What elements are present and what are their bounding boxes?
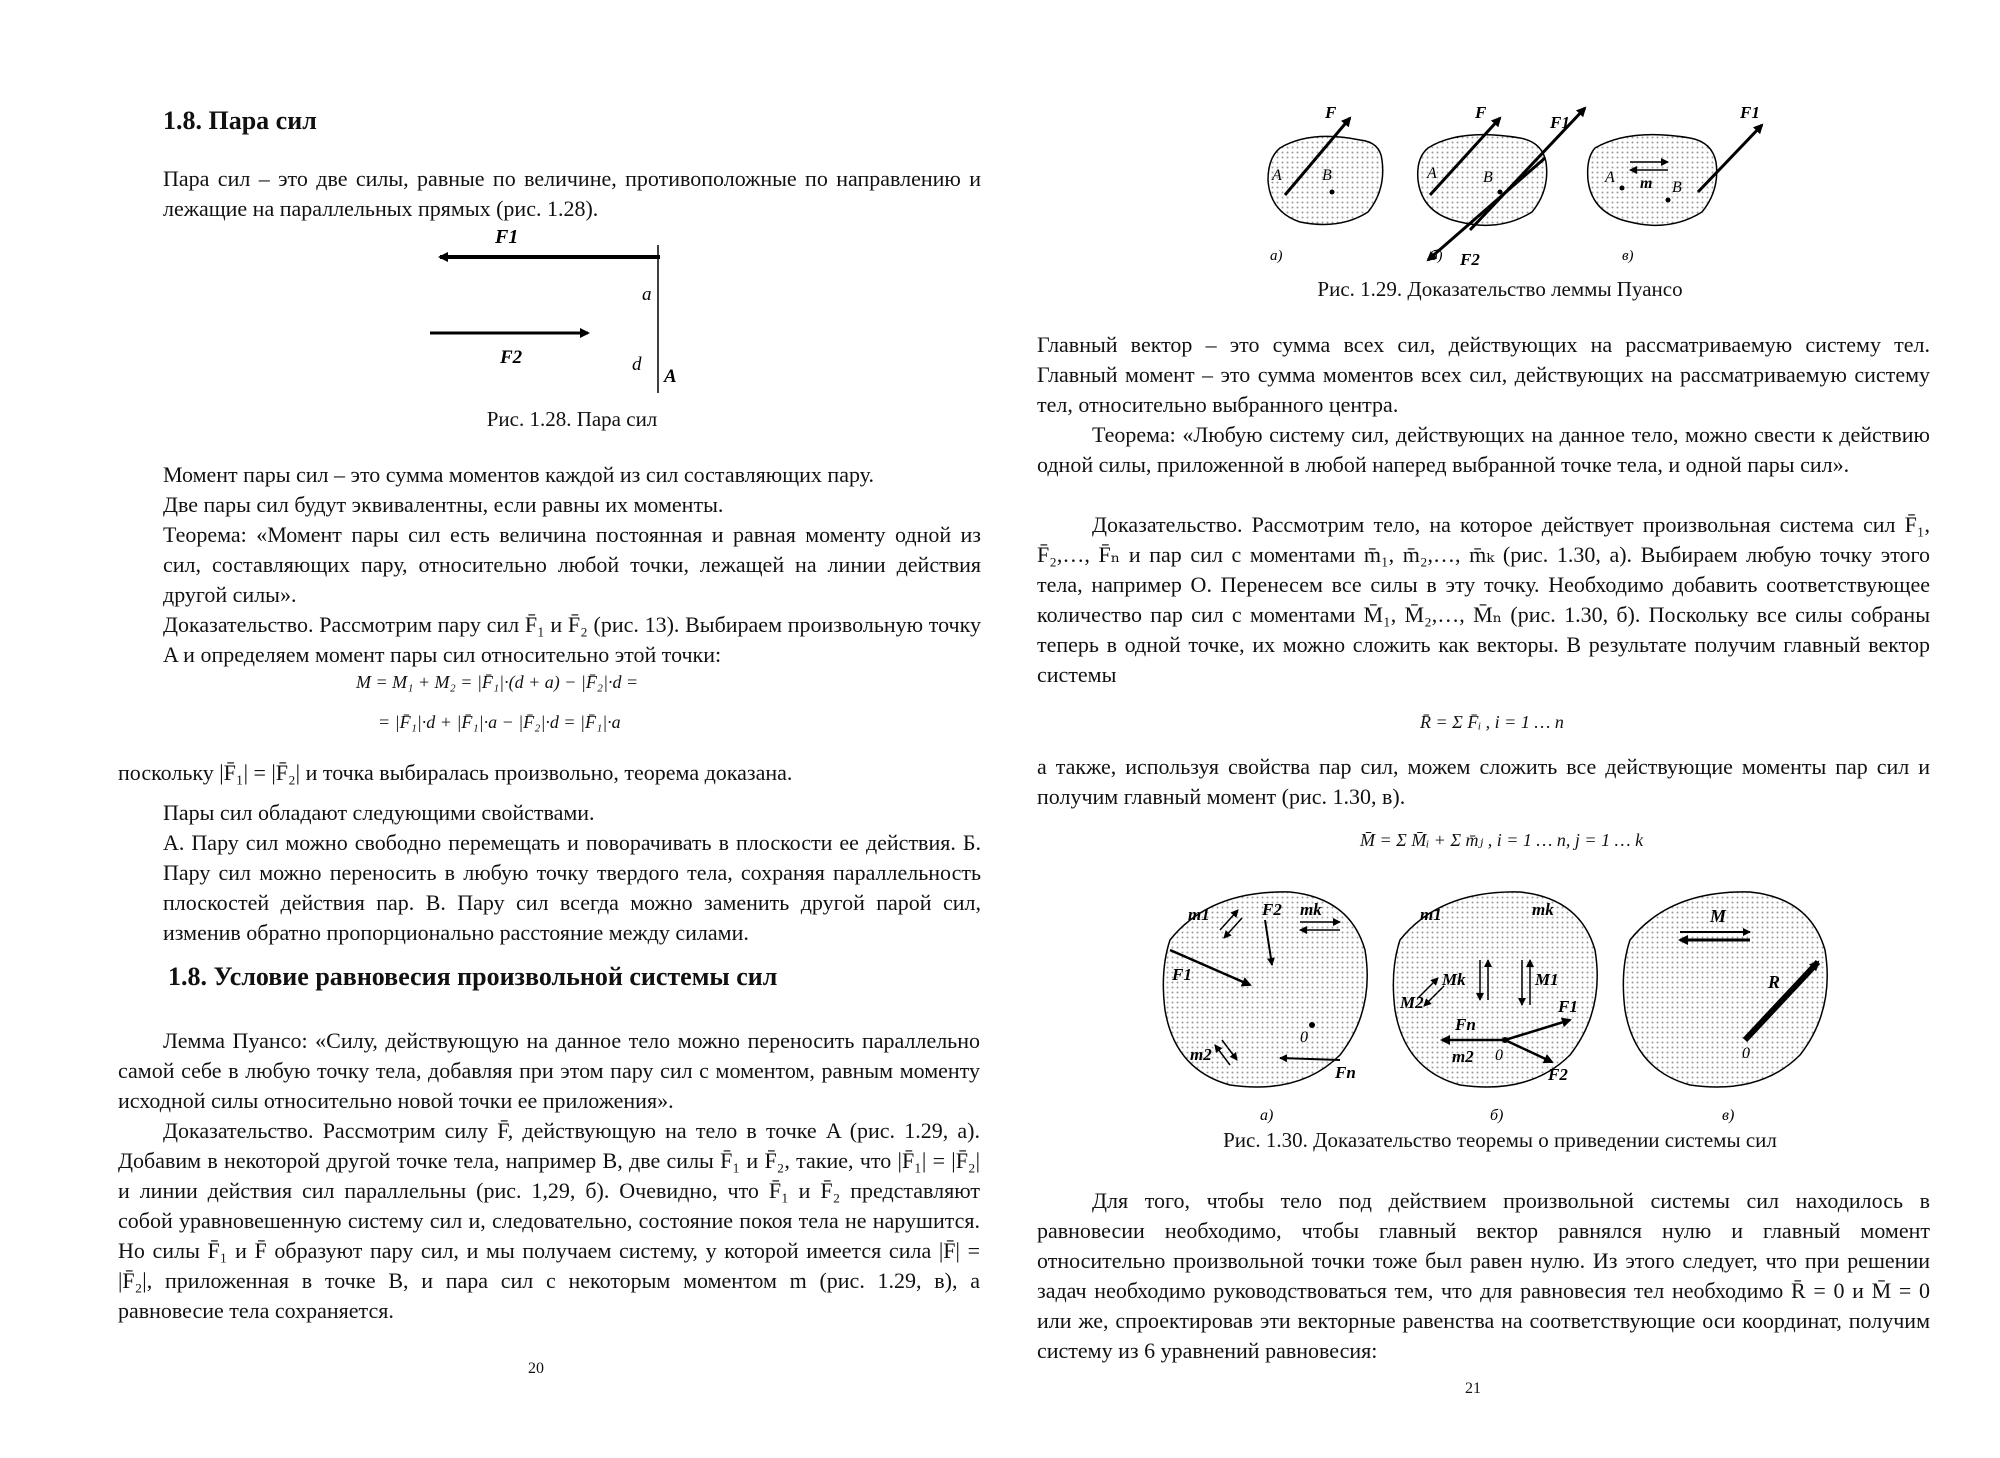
label-mk-a: mk (1300, 900, 1322, 919)
figure-1-28-caption: Рис. 1.28. Пара сил (486, 407, 658, 431)
paragraph-moment-definition: Момент пары сил – это сумма моментов каждой из сил составляющих пару. (163, 462, 874, 487)
label-f1-c: F1 (1740, 103, 1760, 122)
label-f-b: F (1475, 103, 1487, 122)
label-mk-b: mk (1532, 900, 1554, 919)
paragraph-definition: Пара сил – это две силы, равные по величине, противоположные по направлению и лежащие на параллельных прямых (рис. 1.28). (163, 166, 981, 221)
label-M1-b: M1 (1535, 970, 1559, 989)
label-a: a (642, 284, 652, 305)
label-f2: F2 (500, 347, 523, 368)
figure-1-30-caption: Рис. 1.30. Доказательство теоремы о приведении системы сил (1223, 1128, 1777, 1152)
label-f2-b: F2 (1460, 250, 1480, 269)
label-subfig-fig130-b: б) (1490, 1107, 1504, 1124)
label-M-c: M (1710, 906, 1727, 926)
label-fn-a: Fn (1335, 1063, 1356, 1082)
label-o-c: 0 (1742, 1045, 1750, 1062)
label-M2-b: M2 (1400, 993, 1424, 1012)
label-f1-b: F1 (1550, 113, 1570, 132)
label-subfig-fig130-a: а) (1260, 1107, 1274, 1124)
paragraph-lemma-proof: Доказательство. Рассмотрим силу F̄, действующую на тело в точке A (рис. 1.29, а). Добавим в некоторой другой точке тела, например B, две силы F̄₁ и F̄₂, такие, что |F̄₁| = |F̄₂| и линии действия сил параллельны (рис. 1,29, б). Очевидно, что F̄₁ и F̄₂ представляют собой уравновешенную систему сил и, следовательно, состояние покоя тела не нарушится. Но силы F̄₁ и F̄ образуют пару сил, и мы получаем систему, у которой имеется сила |F̄| = |F̄₂|, приложенная в точке B, и пара сил с некоторым моментом m (рис. 1.29, в), а равновесие тела сохраняется. (118, 1118, 981, 1323)
figure-1-29-caption: Рис. 1.29. Доказательство леммы Пуансо (1317, 277, 1683, 301)
label-m1-a: m1 (1188, 905, 1210, 924)
label-f2-b: F2 (1548, 1065, 1568, 1084)
formula-main-moment: M̄ = Σ M̄ᵢ + Σ m̄ⱼ , i = 1 … n, j = 1 … k (1360, 830, 1644, 850)
figure-1-29 (1250, 100, 1790, 270)
label-d: d (632, 354, 642, 375)
formula-moment-line2: = |F̄₁|·d + |F̄₁|·a − |F̄₂|·d = |F̄₁|·a (378, 712, 621, 732)
formula-moment-line1: M = M₁ + M₂ = |F̄₁|·(d + a) − |F̄₂|·d = (356, 672, 639, 692)
label-f2-a: F2 (1262, 900, 1282, 919)
page-number-right: 21 (1465, 1380, 1481, 1397)
label-point-b-a: B (1322, 167, 1332, 184)
label-m2-b: m2 (1452, 1047, 1474, 1066)
label-m1-b: m1 (1420, 905, 1442, 924)
page-number-left: 20 (528, 1360, 544, 1377)
paragraph-theorem-reduction: Теорема: «Любую систему сил, действующих на данное тело, можно свести к действию одной силы, приложенной в любой наперед выбранной точке тела, и одной пары сил». (1037, 422, 1930, 477)
label-subfig-b: б) (1430, 248, 1443, 264)
figure-1-28 (420, 225, 700, 400)
paragraph-properties: А. Пару сил можно свободно перемещать и поворачивать в плоскости ее действия. Б. Пару сил можно переносить в любую точку твердого тела, сохраняя параллельность плоскостей действия пар. В. Пару сил всегда можно заменить другой парой сил, изменив обратно пропорционально расстояние между силами. (163, 830, 981, 945)
paragraph-equivalence: Две пары сил будут эквивалентны, если равны их моменты. (163, 492, 724, 517)
paragraph-main-moment: а также, используя свойства пар сил, можем сложить все действующие моменты пар сил и получим главный момент (рис. 1.30, в). (1037, 754, 1930, 809)
label-f-a: F (1325, 103, 1337, 122)
label-m-c: m (1640, 175, 1653, 192)
label-o-b: 0 (1495, 1047, 1503, 1064)
label-point-b-b: B (1483, 169, 1493, 186)
label-f1-b: F1 (1558, 997, 1578, 1016)
label-point-a-a: A (1272, 167, 1282, 184)
right-page (1000, 0, 2000, 1458)
formula-main-vector: R̄ = Σ F̄ᵢ , i = 1 … n (1420, 712, 1564, 732)
label-o-a: 0 (1300, 1029, 1308, 1046)
paragraph-theorem: Теорема: «Момент пары сил есть величина постоянная и равная моменту одной из сил, составляющих пару, относительно любой точки, лежащей на линии действия другой силы». (163, 522, 981, 607)
label-subfig-c: в) (1622, 248, 1634, 264)
label-point-a-c: A (1605, 169, 1615, 186)
label-point-b-c: B (1672, 179, 1682, 196)
paragraph-conclusion: поскольку |F̄₁| = |F̄₂| и точка выбиралась произвольно, теорема доказана. (118, 760, 793, 785)
label-subfig-fig130-c: в) (1722, 1107, 1735, 1124)
figure-1-30 (1150, 880, 1850, 1130)
label-subfig-a: а) (1270, 248, 1283, 264)
paragraph-reduction-proof: Доказательство. Рассмотрим тело, на которое действует произвольная система сил F̄₁, F̄₂,…, F̄ₙ и пар сил с моментами m̄₁, m̄₂,…, m̄ₖ (рис. 1.30, а). Выбираем любую точку этого тела, например O. Перенесем все силы в эту точку. Необходимо добавить соответствующее количество пар сил с моментами M̄₁, M̄₂,…, M̄ₙ (рис. 1.30, б). Поскольку все силы собраны теперь в одной точке, их можно сложить как векторы. В результате получим главный вектор системы (1037, 512, 1930, 687)
paragraph-proof: Доказательство. Рассмотрим пару сил F̄₁ и F̄₂ (рис. 13). Выбираем произвольную точку A и определяем момент пары сил относительно этой точки: (163, 612, 981, 667)
label-f1: F1 (495, 226, 519, 248)
paragraph-properties-intro: Пары сил обладают следующими свойствами. (163, 800, 595, 825)
label-Mk-b: Mk (1442, 970, 1466, 989)
label-fn-b: Fn (1455, 1015, 1476, 1034)
label-point-a-b: A (1427, 165, 1437, 182)
section-heading-pair-of-forces: 1.8. Пара сил (163, 106, 317, 135)
paragraph-equilibrium-conditions: Для того, чтобы тело под действием произвольной системы сил находилось в равновесии необходимо, чтобы главный вектор равнялся нулю и главный момент относительно произвольной точки тоже был равен нулю. Из этого следует, что при решении задач необходимо руководствоваться тем, что для равновесия тел необходимо R̄ = 0 и M̄ = 0 или же, спроектировав эти векторные равенства на соответствующие оси координат, получим систему из 6 уравнений равновесия: (1037, 1188, 1930, 1363)
label-R-c: R (1768, 972, 1781, 992)
label-m2-a: m2 (1190, 1045, 1212, 1064)
paragraph-poinsot-lemma: Лемма Пуансо: «Силу, действующую на данное тело можно переносить параллельно самой себе в любую точку тела, добавляя при этом пару сил с моментом, равным моменту исходной силы относительно новой точки ее приложения». (118, 1028, 980, 1113)
label-f1-a: F1 (1172, 965, 1192, 984)
paragraph-main-vector: Главный вектор – это сумма всех сил, действующих на рассматриваемую систему тел. Главный момент – это сумма моментов всех сил, действующих на рассматриваемую систему тел, относительно выбранного центра. (1037, 332, 1930, 417)
label-point-a: A (664, 366, 677, 387)
section-heading-equilibrium: 1.8. Условие равновесия произвольной системы сил (168, 962, 778, 991)
